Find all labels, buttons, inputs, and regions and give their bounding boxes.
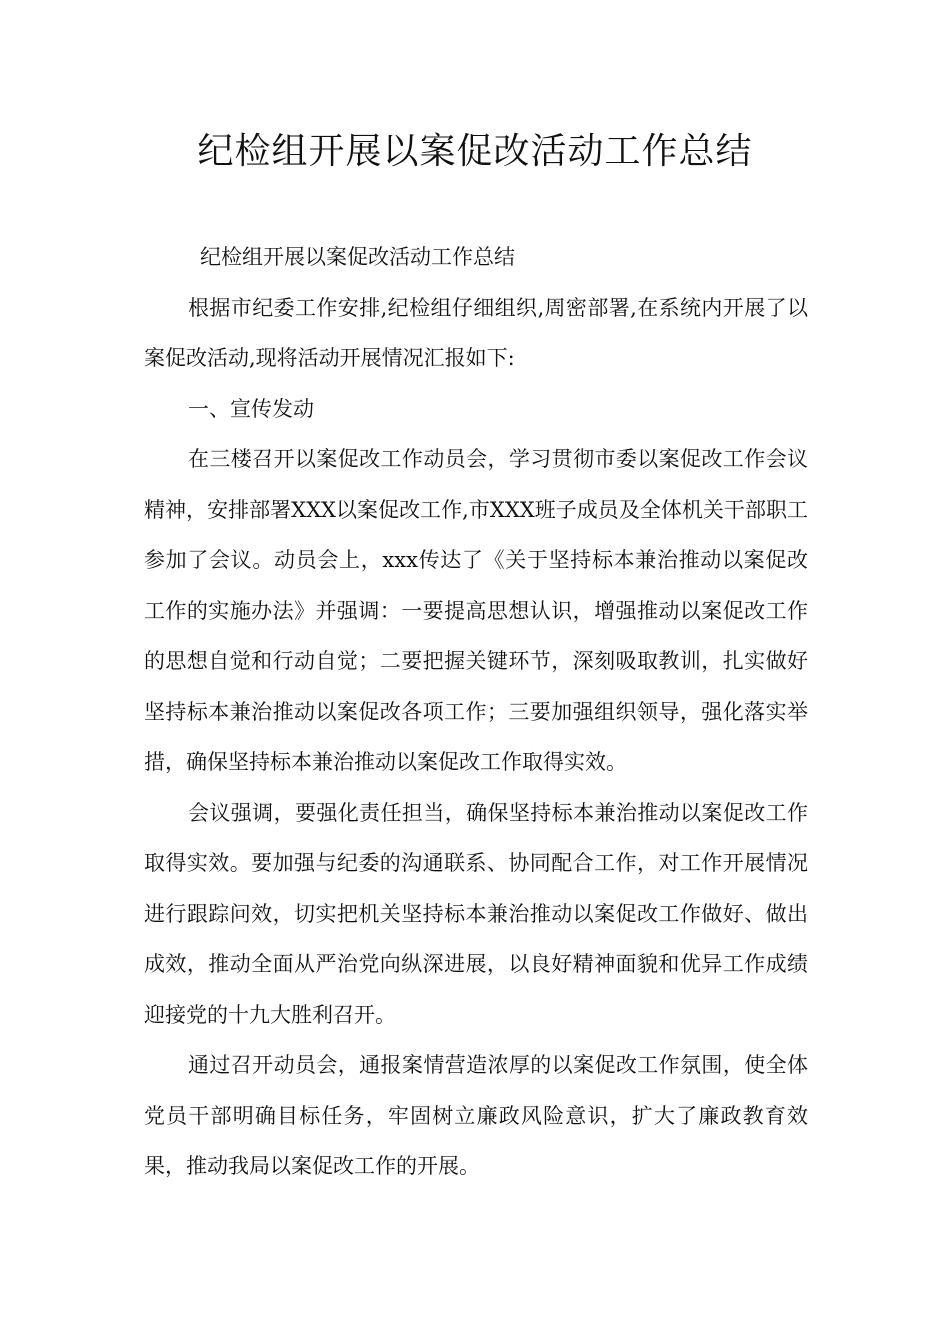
paragraph-meeting-emphasis: 会议强调，要强化责任担当，确保坚持标本兼治推动以案促改工作取得实效。要加强与纪委的沟通联系、协同配合工作，对工作开展情况进行跟踪问效，切实把机关坚持标本兼治推动以案促改工作做好、做出成效，推动全面从严治党向纵深进展，以良好精神面貌和优异工作成绩迎接党的十九大胜利召开。 [144,800,808,1027]
paragraph-outcome: 通过召开动员会，通报案情营造浓厚的以案促改工作氛围，使全体党员干部明确目标任务，牢固树立廉政风险意识，扩大了廉政教育效果，推动我局以案促改工作的开展。 [144,1053,808,1178]
document-subtitle: 纪检组开展以案促改活动工作总结 [200,245,515,269]
document-body [144,232,808,1192]
paragraph-intro: 根据市纪委工作安排,纪检组仔细组织,周密部署,在系统内开展了以案促改活动,现将活动开展情况汇报如下: [144,295,808,370]
section-heading-publicity: 一、宣传发动 [188,396,314,421]
paragraph-mobilization-meeting: 在三楼召开以案促改工作动员会，学习贯彻市委以案促改工作会议精神，安排部署XXX以案促改工作,市XXX班子成员及全体机关干部职工参加了会议。动员会上，xxx传达了《关于坚持标本兼治推动以案促改工作的实施办法》并强调：一要提高思想认识，增强推动以案促改工作的思想自觉和行动自觉；二要把握关键环节，深刻吸取教训，扎实做好坚持标本兼治推动以案促改各项工作；三要加强组织领导，强化落实举措，确保坚持标本兼治推动以案促改工作取得实效。 [144,447,808,774]
document-title: 纪检组开展以案促改活动工作总结 [197,131,753,172]
